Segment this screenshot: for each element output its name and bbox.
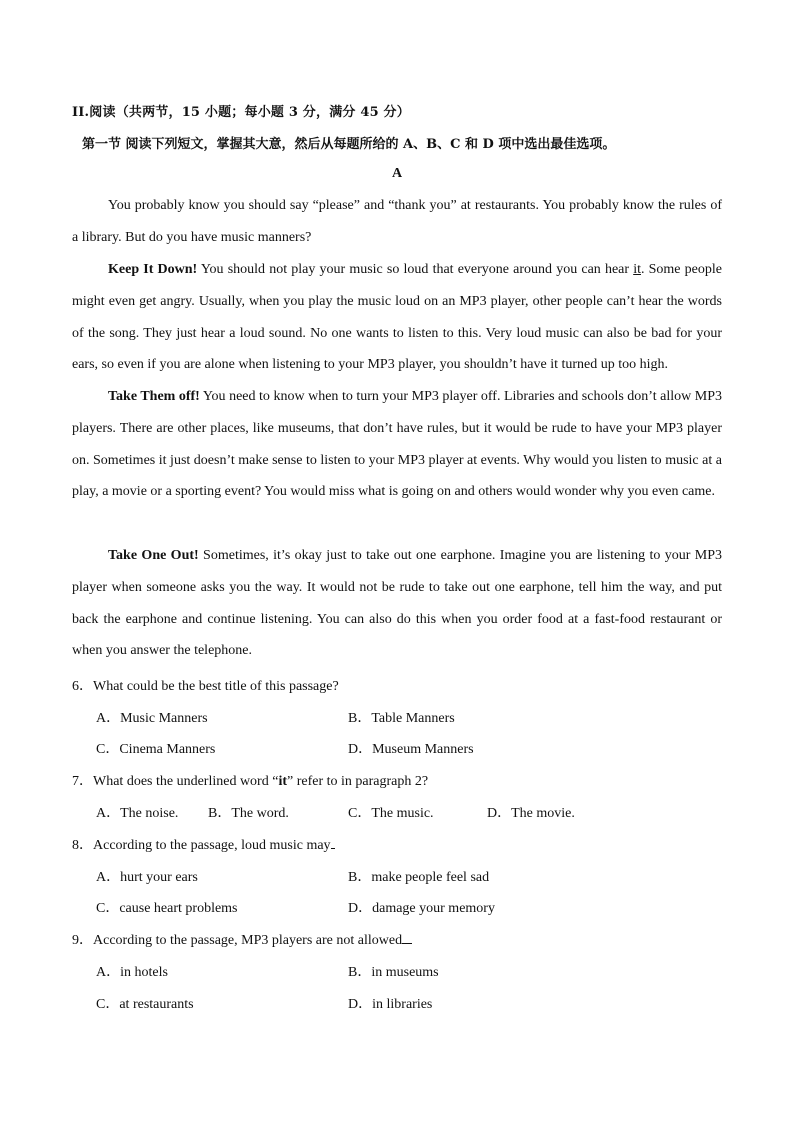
- paragraph-2-text-b: . Some people might even get angry. Usually, when you play the music loud on an MP3 player, other people can’t hear the words of the song. They just hear a loud sound. No one wants to listen to this. Very loud music can also be bad for your ears, so even if you are alone when listening to your MP3 player, you shouldn’t have it turned up too high.: [72, 262, 722, 373]
- section-instructions: 第一节 阅读下列短文，掌握其大意，然后从每题所给的 A、B、C 和 D 项中选出最佳选项。: [82, 137, 616, 152]
- paragraph-2-text-a: You should not play your music so loud that everyone around you can hear: [197, 262, 634, 277]
- question-9-option-d[interactable]: D．in libraries: [348, 997, 433, 1012]
- question-7-stem-a: 7．What does the underlined word “: [72, 774, 279, 789]
- question-9-option-c[interactable]: C．at restaurants: [96, 997, 194, 1012]
- question-7-option-d[interactable]: D．The movie.: [487, 806, 575, 821]
- paragraph-4-heading: Take One Out!: [108, 548, 199, 563]
- paragraph-3: [72, 381, 722, 508]
- question-7-stem: [72, 770, 428, 790]
- paragraph-4-text: Sometimes, it’s okay just to take out one earphone. Imagine you are listening to your MP3 player when someone asks you the way. It would not be rude to take out one earphone, tell him the way, and put back the earphone and continue listening. You can also do this when you order food at a fast-food restaurant or when you answer the telephone.: [72, 548, 722, 659]
- section-title: II.阅读（共两节，15 小题；每小题 3 分，满分 45 分）: [72, 105, 410, 120]
- question-7-option-c[interactable]: C．The music.: [348, 806, 434, 821]
- question-8-stem: [72, 834, 335, 854]
- question-9-stem-text: 9．According to the passage, MP3 players are not allowed: [72, 933, 403, 948]
- question-6-option-c[interactable]: C．Cinema Manners: [96, 742, 216, 757]
- question-6-option-b[interactable]: B．Table Manners: [348, 711, 455, 726]
- question-8-option-c[interactable]: C．cause heart problems: [96, 901, 238, 916]
- question-8-option-d[interactable]: D．damage your memory: [348, 901, 495, 916]
- answer-blank: [402, 931, 412, 944]
- question-6-option-d[interactable]: D．Museum Manners: [348, 742, 474, 757]
- question-8-option-a[interactable]: A．hurt your ears: [96, 870, 198, 885]
- paragraph-3-heading: Take Them off!: [108, 389, 200, 404]
- answer-blank: [331, 836, 335, 849]
- question-9-stem: [72, 929, 412, 949]
- question-7-option-a[interactable]: A．The noise.: [96, 806, 179, 821]
- question-7-stem-b: ” refer to in paragraph 2?: [287, 774, 429, 789]
- question-8-stem-text: 8．According to the passage, loud music may: [72, 838, 331, 853]
- underlined-word-it: it: [633, 262, 641, 277]
- question-9-option-b[interactable]: B．in museums: [348, 965, 439, 980]
- paragraph-1: [72, 190, 722, 254]
- paragraph-2-heading: Keep It Down!: [108, 262, 198, 277]
- question-8-option-b[interactable]: B．make people feel sad: [348, 870, 490, 885]
- paragraph-1-text: You probably know you should say “please” and “thank you” at restaurants. You probably know the rules of a library. But do you have music manners?: [72, 198, 722, 245]
- passage-letter: A: [391, 166, 403, 181]
- question-6-stem: 6．What could be the best title of this passage?: [72, 679, 339, 694]
- question-6-option-a[interactable]: A．Music Manners: [96, 711, 208, 726]
- paragraph-4: [72, 540, 722, 667]
- question-7-option-b[interactable]: B．The word.: [208, 806, 289, 821]
- question-7-stem-bold: it: [278, 774, 288, 789]
- paragraph-2: [72, 254, 722, 381]
- paragraph-3-text: You need to know when to turn your MP3 player off. Libraries and schools don’t allow MP3 players. There are other places, like museums, that don’t have rules, but it would be rude to have your MP3 player on. Sometimes it just doesn’t make sense to listen to your MP3 player at events. Why would you listen to music at a play, a movie or a sporting event? You would miss what is going on and others would wonder why you even came.: [72, 389, 722, 500]
- question-9-option-a[interactable]: A．in hotels: [96, 965, 168, 980]
